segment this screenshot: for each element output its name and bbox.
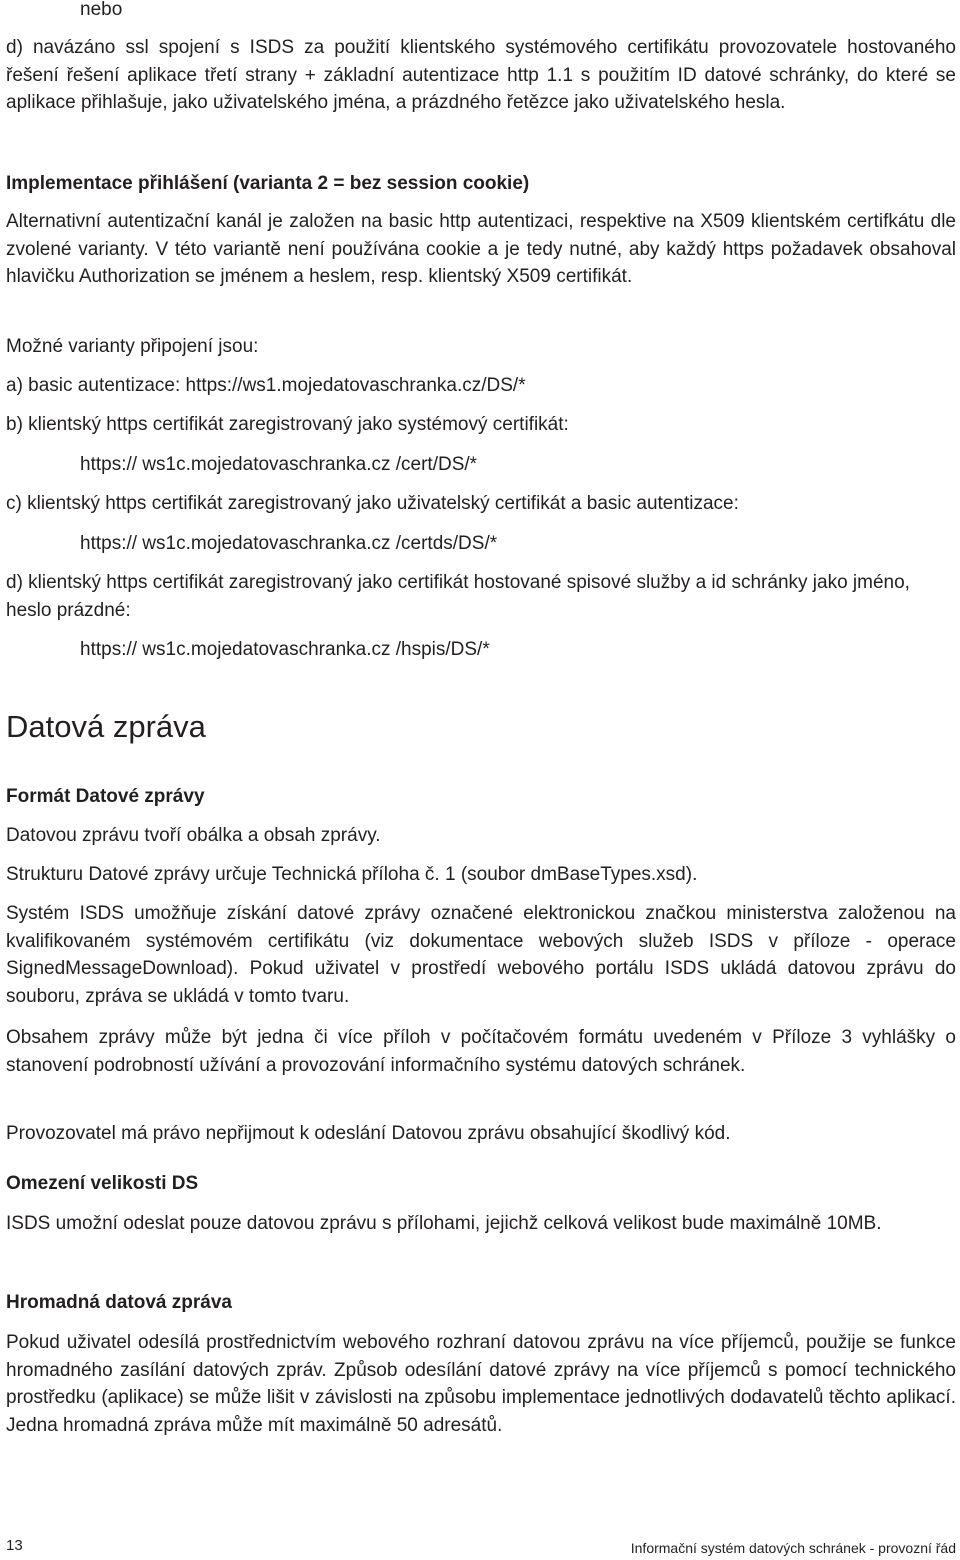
variant-c-url: https:// ws1c.mojedatovaschranka.cz /certds/DS/* (80, 533, 498, 554)
format-heading: Formát Datové zprávy (6, 786, 205, 807)
option-d-paragraph: d) navázáno ssl spojení s ISDS za použití klientského systémového certifikátu provozovatele hostovaného řešení řešení aplikace třetí strany + základní autentizace http 1.1 s použitím ID datové schránky, do které se aplikace přihlašuje, jako uživatelského jména, a prázdného řetězce jako uživatelského hesla. (6, 37, 956, 113)
variant-b-url: https:// ws1c.mojedatovaschranka.cz /cert/DS/* (80, 454, 478, 475)
format-paragraph-4: Obsahem zprávy může být jedna či více příloh v počítačovém formátu uvedeném v Příloze 3 vyhlášky o stanovení podrobností užívání a provozování informačního systému datových schránek. (6, 1027, 956, 1076)
format-paragraph-3: Systém ISDS umožňuje získání datové zprávy označené elektronickou značkou ministerstva založenou na kvalifikovaném systémovém certifikátu (viz dokumentace webových služeb ISDS v příloze - operace SignedMessageDownload). Pokud uživatel v prostředí webového portálu ISDS ukládá datovou zprávu do souboru, zpráva se ukládá v tomto tvaru. (6, 903, 956, 1007)
bulk-heading: Hromadná datová zpráva (6, 1292, 232, 1313)
variant-d: d) klientský https certifikát zaregistrovaný jako certifikát hostované spisové služby a id schránky jako jméno, heslo prázdné: (6, 572, 910, 621)
impl-heading: Implementace přihlášení (varianta 2 = bez session cookie) (6, 173, 530, 194)
size-heading: Omezení velikosti DS (6, 1173, 199, 1194)
footer-doc-title: Informační systém datových schránek - provozní řád (630, 1540, 956, 1556)
variant-d-url: https:// ws1c.mojedatovaschranka.cz /hspis/DS/* (80, 639, 490, 660)
format-paragraph-2: Strukturu Datové zprávy určuje Technická příloha č. 1 (soubor dmBaseTypes.xsd). (6, 864, 698, 885)
footer-page-number: 13 (6, 1537, 23, 1554)
variant-b: b) klientský https certifikát zaregistrovaný jako systémový certifikát: (6, 414, 569, 435)
section-title: Datová zpráva (6, 709, 206, 744)
size-paragraph: ISDS umožní odeslat pouze datovou zprávu s přílohami, jejichž celková velikost bude maximálně 10MB. (6, 1213, 882, 1234)
format-paragraph-1: Datovou zprávu tvoří obálka a obsah zprávy. (6, 825, 381, 846)
format-paragraph-5: Provozovatel má právo nepřijmout k odeslání Datovou zprávu obsahující škodlivý kód. (6, 1123, 731, 1144)
variants-intro: Možné varianty připojení jsou: (6, 336, 259, 357)
variant-a: a) basic autentizace: https://ws1.mojedatovaschranka.cz/DS/* (6, 375, 526, 396)
bulk-paragraph: Pokud uživatel odesílá prostřednictvím webového rozhraní datovou zprávu na více příjemců, použije se funkce hromadného zasílání datových zpráv. Způsob odesílání datové zprávy na více příjemců s pomocí technického prostředku (aplikace) se může lišit v závislosti na způsobu implementace jednotlivých dodavatelů těchto aplikací. Jedna hromadná zpráva může mít maximálně 50 adresátů. (6, 1332, 956, 1436)
nebo-text: nebo (80, 0, 123, 20)
variant-c: c) klientský https certifikát zaregistrovaný jako uživatelský certifikát a basic autentizace: (6, 493, 739, 514)
impl-paragraph: Alternativní autentizační kanál je založen na basic http autentizaci, respektive na X509 klientském certifkátu dle zvolené varianty. V této variantě není používána cookie a je tedy nutné, aby každý https požadavek obsahoval hlavičku Authorization se jménem a heslem, resp. klientský X509 certifikát. (6, 211, 956, 287)
